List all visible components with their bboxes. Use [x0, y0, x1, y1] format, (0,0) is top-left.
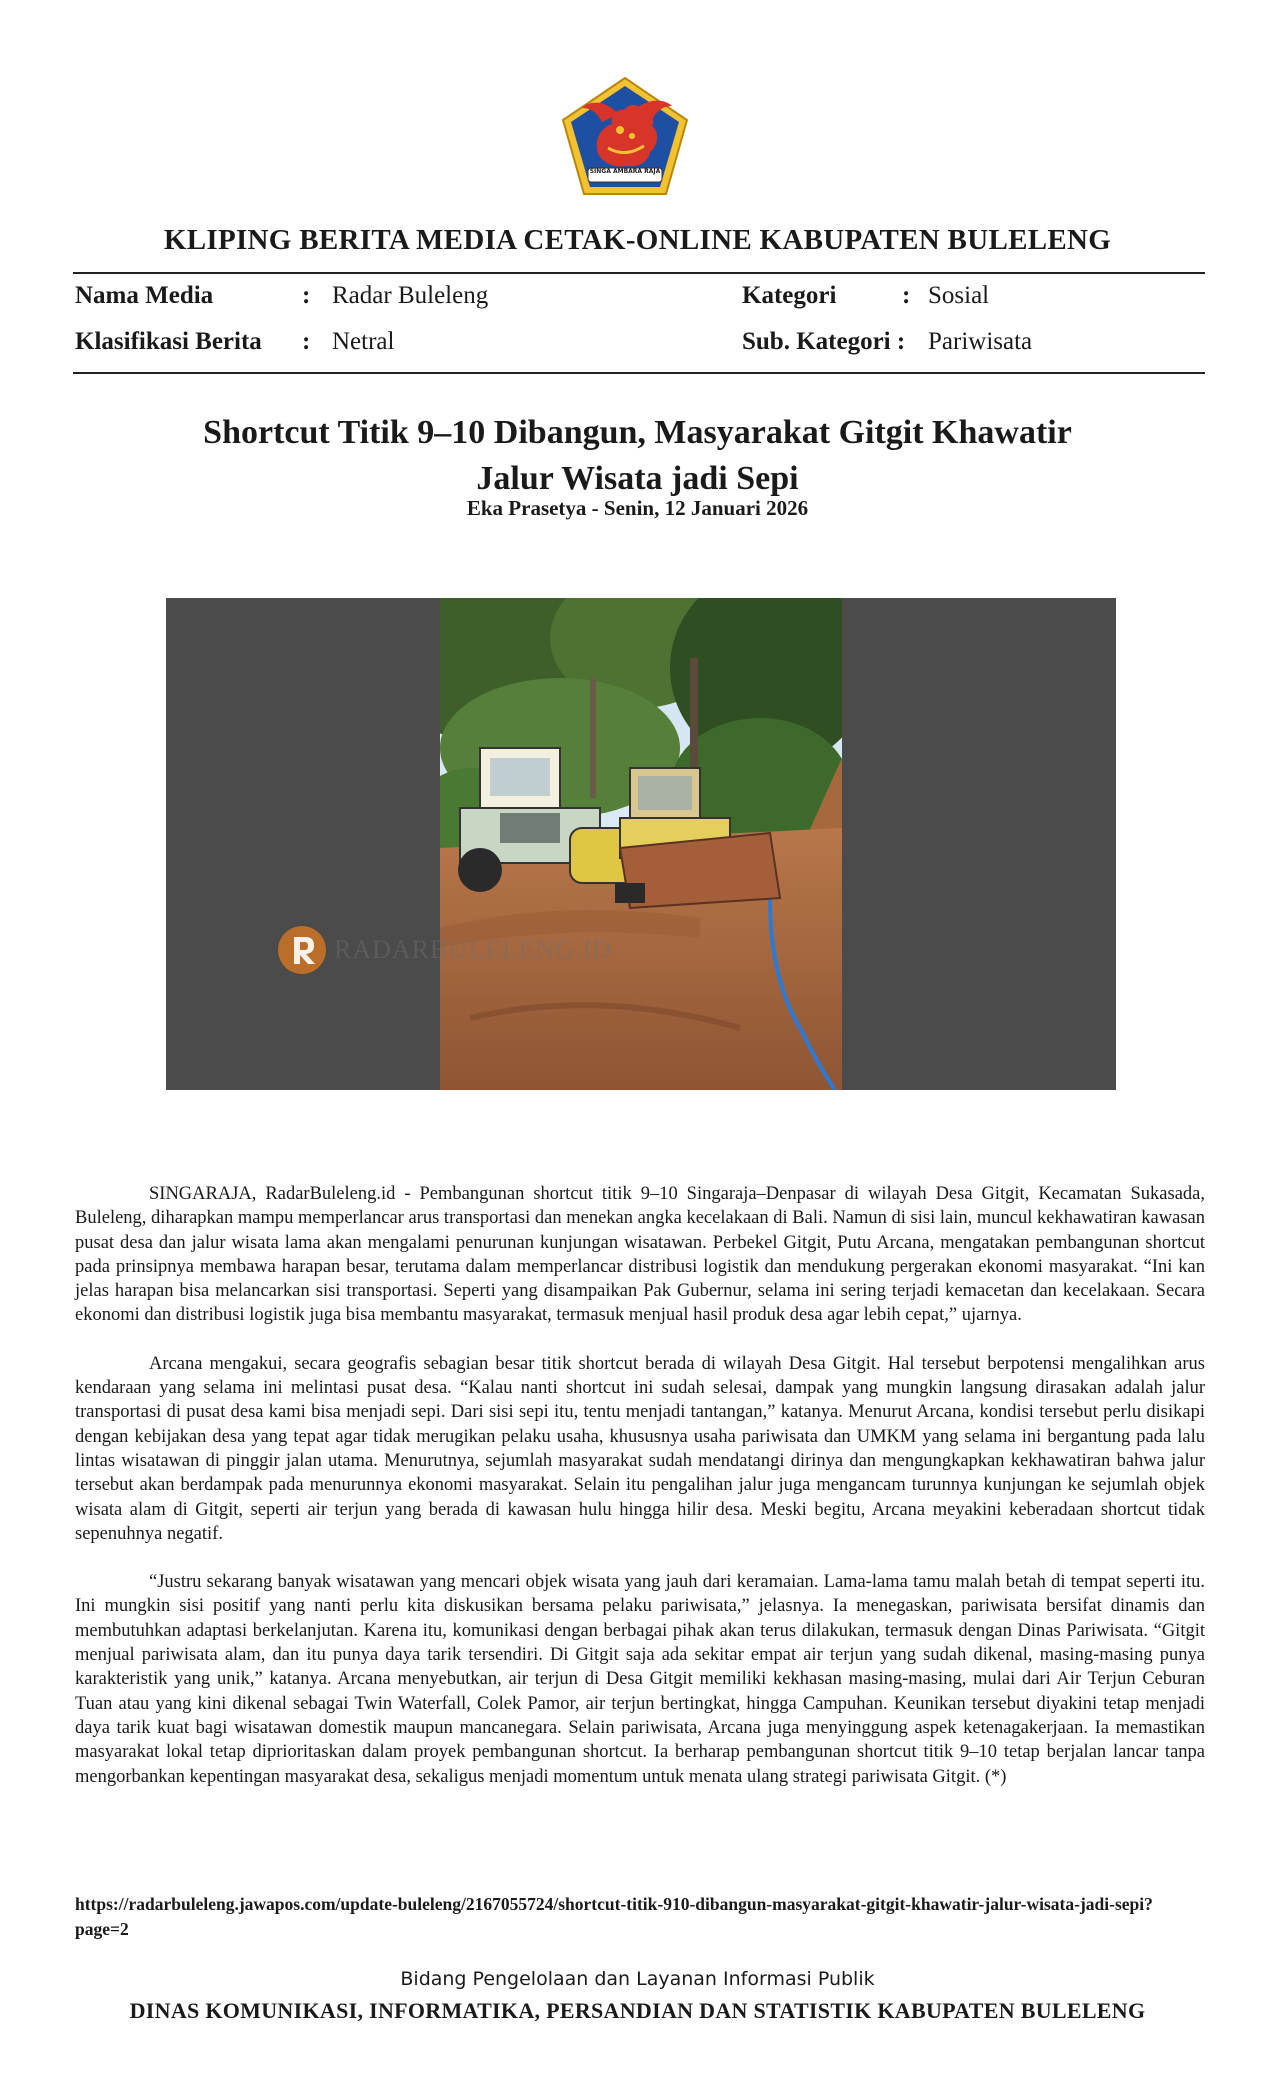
footer-agency: DINAS KOMUNIKASI, INFORMATIKA, PERSANDIAN DAN STATISTIK KABUPATEN BULELENG [129, 1998, 1146, 2023]
meta-media-label: Nama Media [75, 282, 214, 309]
header-rule-bottom [73, 372, 1205, 374]
headline-line-2: Jalur Wisata jadi Sepi [476, 460, 799, 497]
meta-media-value: Radar Buleleng [332, 282, 489, 309]
watermark-text: RADARBULELENG.ID [334, 935, 613, 964]
footer-division: Bidang Pengelolaan dan Layanan Informasi Publik [400, 1968, 875, 1990]
meta-kategori-label: Kategori [742, 282, 837, 309]
emblem-ribbon-text: SINGA AMBARA RAJA [589, 168, 661, 175]
meta-kategori-value: Sosial [928, 282, 990, 309]
article-photo [440, 598, 842, 1090]
article-headline [0, 410, 1275, 502]
radar-logo-icon [276, 924, 328, 976]
meta-klasifikasi-colon: : [302, 328, 311, 355]
meta-subkategori-value: Pariwisata [928, 328, 1033, 355]
source-link[interactable]: https://radarbuleleng.jawapos.com/update-buleleng/2167055724/shortcut-titik-910-dibangun-masyarakat-gitgit-khawatir-jalur-wisata-jadi-sepi?page=2 [75, 1894, 1153, 1939]
construction-site-image [440, 598, 842, 1090]
singa-ambara-raja-emblem-icon [560, 76, 690, 198]
article-photo-frame [166, 598, 1116, 1090]
meta-subkategori-label: Sub. Kategori : [742, 328, 906, 355]
meta-media-colon: : [302, 282, 311, 309]
article-byline: Eka Prasetya - Senin, 12 Januari 2026 [466, 496, 809, 520]
buleleng-emblem [560, 76, 690, 198]
kliping-title: KLIPING BERITA MEDIA CETAK-ONLINE KABUPATEN BULELENG [163, 224, 1112, 256]
article-paragraph-2: Arcana mengakui, secara geografis sebagian besar titik shortcut berada di wilayah Desa Gitgit. Hal tersebut berpotensi mengalihkan arus kendaraan yang selama ini melintasi pusat desa. “Kalau nanti shortcut ini sudah selesai, dampak yang mungkin langsung dirasakan adalah jalur transportasi di pusat desa kami bisa menjadi sepi. Dari sisi sepi itu, tentu menjadi tantangan,” katanya. Menurut Arcana, kondisi tersebut perlu disikapi dengan kebijakan desa yang tepat agar tidak merugikan pelaku usaha, khususnya usaha pariwisata dan UMKM yang selama ini bergantung pada lalu lintas wisatawan di pinggir jalan utama. Menurutnya, sejumlah masyarakat sudah mendatangi dirinya dan mengungkapkan kekhawatiran bahwa jalur tersebut akan berdampak pada menurunnya ekonomi masyarakat. Selain itu pengalihan jalur juga mengancam turunnya kunjungan ke sejumlah objek wisata alam di Gitgit, seperti air terjun yang berada di kawasan hulu hingga hilir desa. Meski begitu, Arcana meyakini keberadaan shortcut tidak sepenuhnya negatif. [75, 1353, 1205, 1544]
meta-klasifikasi-label: Klasifikasi Berita [75, 328, 262, 355]
article-body [75, 1182, 1205, 1813]
meta-klasifikasi-value: Netral [332, 328, 395, 355]
article-paragraph-1: SINGARAJA, RadarBuleleng.id - Pembangunan shortcut titik 9–10 Singaraja–Denpasar di wilayah Desa Gitgit, Kecamatan Sukasada, Buleleng, diharapkan mampu memperlancar arus transportasi dan menekan angka kecelakaan di Bali. Namun di sisi lain, muncul kekhawatiran kawasan pusat desa dan jalur wisata lama akan mengalami penurunan kunjungan wisatawan. Perbekel Gitgit, Putu Arcana, mengatakan pembangunan shortcut pada prinsipnya membawa harapan besar, terutama dalam memperlancar distribusi logistik dan mendukung pergerakan ekonomi masyarakat. “Ini kan jelas harapan bisa melancarkan sisi transportasi. Seperti yang disampaikan Pak Gubernur, selama ini sering terjadi kemacetan dan kecelakaan. Secara ekonomi dan distribusi logistik juga bisa membantu masyarakat, termasuk menjual hasil produk desa agar lebih cepat,” ujarnya. [75, 1184, 1205, 1326]
header-rule-top [73, 272, 1205, 274]
headline-line-1: Shortcut Titik 9–10 Dibangun, Masyarakat Gitgit Khawatir [203, 414, 1072, 451]
meta-kategori-colon: : [902, 282, 911, 309]
radarbuleleng-watermark [276, 924, 612, 976]
article-paragraph-3: “Justru sekarang banyak wisatawan yang mencari objek wisata yang jauh dari keramaian. Lama-lama tamu malah betah di tempat seperti itu. Ini mungkin sisi positif yang nanti perlu kita diskusikan bersama pelaku pariwisata,” jelasnya. Ia menegaskan, pariwisata bersifat dinamis dan membutuhkan adaptasi berkelanjutan. Karena itu, komunikasi dengan berbagai pihak akan terus dilakukan, termasuk dengan Dinas Pariwisata. “Gitgit menjual pariwisata alam, dan itu punya daya tarik tersendiri. Di Gitgit saja ada sekitar empat air terjun yang sudah dikenal, masing-masing punya karakteristik yang unik,” katanya. Arcana menyebutkan, air terjun di Desa Gitgit memiliki kekhasan masing-masing, mulai dari Air Terjun Ceburan Tuan atau yang kini dikenal sebagai Twin Waterfall, Colek Pamor, air terjun bertingkat, hingga Campuhan. Keunikan tersebut diyakini tetap menjadi daya tarik kuat bagi wisatawan domestik maupun mancanegara. Selain pariwisata, Arcana juga menyinggung aspek ketenagakerjaan. Ia memastikan masyarakat lokal tetap diprioritaskan dalam proyek pembangunan shortcut. Ia berharap pembangunan shortcut titik 9–10 tetap berjalan lancar tanpa mengorbankan kepentingan masyarakat desa, sekaligus menjadi momentum untuk menata ulang strategi pariwisata Gitgit. (*) [75, 1572, 1205, 1787]
